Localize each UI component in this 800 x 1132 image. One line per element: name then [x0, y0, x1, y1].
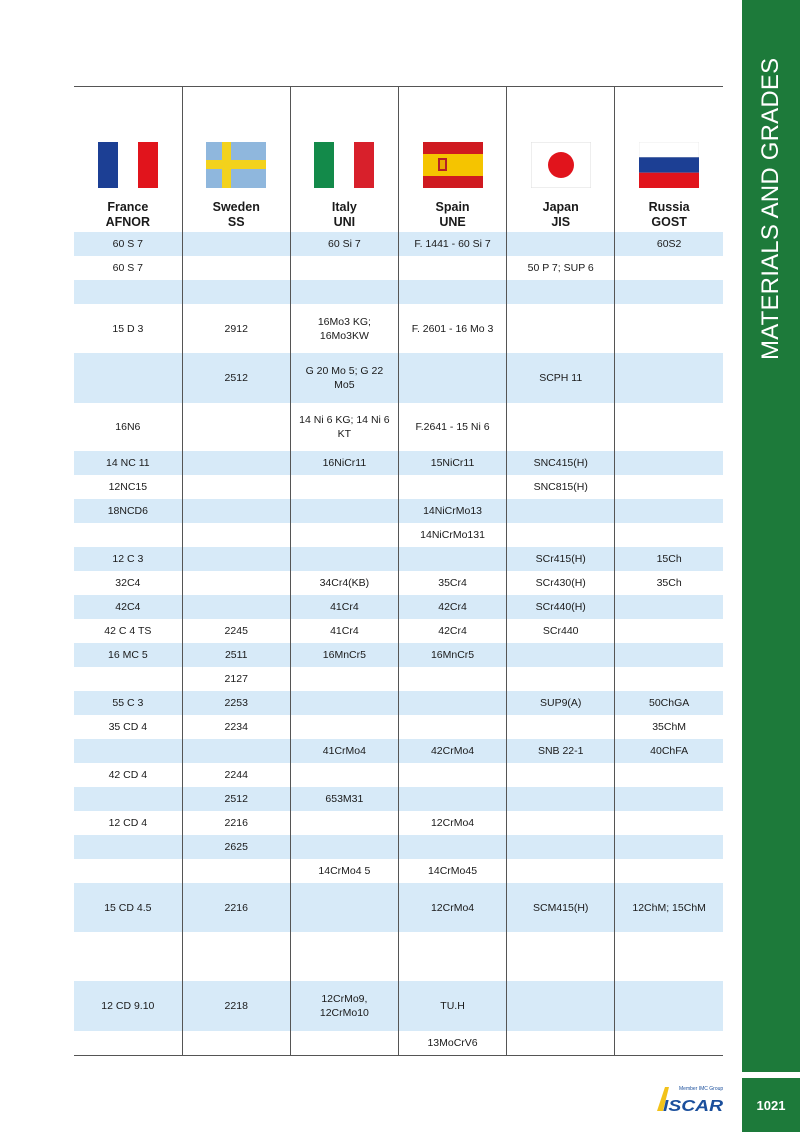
- table-cell: 2512: [182, 787, 290, 811]
- table-cell: [507, 304, 615, 353]
- iscar-logo: [655, 1083, 727, 1115]
- country-name: Russia: [648, 200, 690, 214]
- table-cell: [182, 1031, 290, 1055]
- table-row: [74, 763, 723, 787]
- table-cell: [398, 932, 506, 981]
- table-cell: [290, 883, 398, 932]
- table-cell: 2245: [182, 619, 290, 643]
- table-cell: 653M31: [290, 787, 398, 811]
- grades-table-body: [74, 232, 723, 1055]
- table-row: [74, 571, 723, 595]
- sidebar-title: [742, 0, 800, 400]
- table-cell: 15NiCr11: [398, 451, 506, 475]
- table-cell: 35Cr4: [398, 571, 506, 595]
- table-row: [74, 256, 723, 280]
- table-cell: 16Mo3 KG; 16Mo3KW: [290, 304, 398, 353]
- table-cell: SNC815(H): [507, 475, 615, 499]
- table-cell: [74, 353, 182, 403]
- header-row: [74, 87, 723, 233]
- table-cell: 15 D 3: [74, 304, 182, 353]
- table-cell: [507, 981, 615, 1031]
- standard-name: SS: [227, 215, 245, 229]
- table-cell: [507, 280, 615, 304]
- table-cell: [615, 981, 723, 1031]
- table-cell: [182, 859, 290, 883]
- table-cell: [507, 1031, 615, 1055]
- sweden-flag-icon: [206, 142, 266, 188]
- table-row: [74, 619, 723, 643]
- table-cell: [615, 619, 723, 643]
- table-row: [74, 353, 723, 403]
- table-cell: [290, 932, 398, 981]
- table-cell: 14NiCrMo13: [398, 499, 506, 523]
- table-cell: 12 CD 4: [74, 811, 182, 835]
- table-cell: 35 CD 4: [74, 715, 182, 739]
- table-cell: [615, 451, 723, 475]
- table-cell: 40ChFA: [615, 739, 723, 763]
- table-cell: [398, 547, 506, 571]
- table-cell: [290, 280, 398, 304]
- table-cell: SCr430(H): [507, 571, 615, 595]
- table-cell: 12NC15: [74, 475, 182, 499]
- table-cell: SCr440: [507, 619, 615, 643]
- table-cell: [398, 691, 506, 715]
- table-cell: [615, 475, 723, 499]
- table-cell: [182, 739, 290, 763]
- table-cell: 2512: [182, 353, 290, 403]
- table-cell: 16NiCr11: [290, 451, 398, 475]
- column-header-italy: [290, 87, 398, 233]
- table-cell: [182, 499, 290, 523]
- table-cell: SCr415(H): [507, 547, 615, 571]
- table-cell: 12CrMo4: [398, 811, 506, 835]
- table-row: [74, 499, 723, 523]
- page-number: [742, 1078, 800, 1132]
- table-cell: 12 C 3: [74, 547, 182, 571]
- table-cell: [507, 859, 615, 883]
- country-name: Sweden: [212, 200, 260, 214]
- table-cell: [290, 715, 398, 739]
- table-cell: 41Cr4: [290, 619, 398, 643]
- table-row: [74, 595, 723, 619]
- page-number-text: 1021: [756, 1097, 786, 1113]
- table-cell: 15 CD 4.5: [74, 883, 182, 932]
- table-cell: 32C4: [74, 571, 182, 595]
- table-row: [74, 739, 723, 763]
- table-cell: [507, 932, 615, 981]
- table-cell: [507, 763, 615, 787]
- table-cell: [290, 835, 398, 859]
- table-cell: [615, 787, 723, 811]
- table-cell: [290, 667, 398, 691]
- table-cell: [290, 1031, 398, 1055]
- table-row: [74, 883, 723, 932]
- table-cell: 35ChM: [615, 715, 723, 739]
- table-cell: 12CrMo9, 12CrMo10: [290, 981, 398, 1031]
- column-header-russia: [615, 87, 723, 233]
- table-row: [74, 835, 723, 859]
- table-cell: SCr440(H): [507, 595, 615, 619]
- table-cell: [182, 475, 290, 499]
- table-cell: 50 P 7; SUP 6: [507, 256, 615, 280]
- table-cell: [182, 571, 290, 595]
- table-cell: 34Cr4(KB): [290, 571, 398, 595]
- table-row: [74, 304, 723, 353]
- country-name: Spain: [435, 200, 470, 214]
- table-cell: [507, 787, 615, 811]
- table-cell: [74, 523, 182, 547]
- table-cell: 41Cr4: [290, 595, 398, 619]
- table-cell: 35Ch: [615, 571, 723, 595]
- table-cell: [615, 595, 723, 619]
- table-row: [74, 547, 723, 571]
- table-row: [74, 667, 723, 691]
- sidebar-title-text: MATERIALS AND GRADES: [757, 57, 784, 360]
- table-row: [74, 232, 723, 256]
- standard-name: UNE: [439, 215, 466, 229]
- table-row: [74, 811, 723, 835]
- table-cell: 12ChM; 15ChM: [615, 883, 723, 932]
- table-cell: [398, 475, 506, 499]
- table-cell: [615, 499, 723, 523]
- table-cell: 42 C 4 TS: [74, 619, 182, 643]
- table-cell: [290, 499, 398, 523]
- table-cell: [615, 811, 723, 835]
- france-flag-icon: [98, 142, 158, 188]
- japan-flag-icon: [531, 142, 591, 188]
- table-cell: 16MnCr5: [398, 643, 506, 667]
- grades-table: [74, 86, 723, 1056]
- table-cell: [74, 1031, 182, 1055]
- table-cell: [507, 643, 615, 667]
- table-cell: [615, 256, 723, 280]
- table-row: [74, 403, 723, 451]
- table-cell: 13MoCrV6: [398, 1031, 506, 1055]
- table-row: [74, 523, 723, 547]
- table-cell: SUP9(A): [507, 691, 615, 715]
- country-name: France: [107, 200, 149, 214]
- table-cell: 16N6: [74, 403, 182, 451]
- table-cell: [290, 691, 398, 715]
- table-row: [74, 475, 723, 499]
- table-cell: [507, 499, 615, 523]
- table-cell: 2625: [182, 835, 290, 859]
- table-cell: [398, 835, 506, 859]
- table-cell: [74, 280, 182, 304]
- table-row: [74, 643, 723, 667]
- column-header-sweden: [182, 87, 290, 233]
- column-header-japan: [507, 87, 615, 233]
- table-cell: 42C4: [74, 595, 182, 619]
- logo-brand: ISCAR: [663, 1098, 724, 1115]
- table-cell: [74, 787, 182, 811]
- table-cell: [74, 667, 182, 691]
- table-cell: [615, 280, 723, 304]
- table-cell: 2253: [182, 691, 290, 715]
- table-cell: [182, 547, 290, 571]
- table-cell: [507, 232, 615, 256]
- table-cell: [290, 763, 398, 787]
- table-cell: 55 C 3: [74, 691, 182, 715]
- table-cell: [615, 859, 723, 883]
- table-cell: F.2641 - 15 Ni 6: [398, 403, 506, 451]
- column-header-france: [74, 87, 182, 233]
- table-cell: 2912: [182, 304, 290, 353]
- table-cell: [182, 232, 290, 256]
- table-cell: [182, 256, 290, 280]
- table-cell: SNC415(H): [507, 451, 615, 475]
- table-cell: SCPH 11: [507, 353, 615, 403]
- table-cell: [74, 835, 182, 859]
- table-cell: [398, 667, 506, 691]
- table-cell: 2244: [182, 763, 290, 787]
- table-cell: 2216: [182, 811, 290, 835]
- table-cell: 14NiCrMo131: [398, 523, 506, 547]
- standard-name: JIS: [551, 215, 571, 229]
- table-cell: [182, 280, 290, 304]
- table-cell: G 20 Mo 5; G 22 Mo5: [290, 353, 398, 403]
- table-row: [74, 451, 723, 475]
- table-cell: TU.H: [398, 981, 506, 1031]
- table-cell: 2511: [182, 643, 290, 667]
- table-cell: [74, 859, 182, 883]
- table-cell: SCM415(H): [507, 883, 615, 932]
- table-cell: [507, 811, 615, 835]
- table-row: [74, 932, 723, 981]
- table-cell: [507, 715, 615, 739]
- table-cell: [398, 353, 506, 403]
- table-cell: [507, 523, 615, 547]
- table-cell: [615, 1031, 723, 1055]
- table-cell: [507, 835, 615, 859]
- table-cell: 42 CD 4: [74, 763, 182, 787]
- table-cell: SNB 22-1: [507, 739, 615, 763]
- table-cell: [182, 932, 290, 981]
- table-cell: [615, 403, 723, 451]
- table-cell: 16MnCr5: [290, 643, 398, 667]
- table-cell: [398, 763, 506, 787]
- russia-flag-icon: [639, 142, 699, 188]
- country-name: Italy: [331, 200, 357, 214]
- table-cell: 2234: [182, 715, 290, 739]
- table-cell: 60 S 7: [74, 232, 182, 256]
- table-cell: [182, 595, 290, 619]
- table-cell: [615, 835, 723, 859]
- table-cell: [398, 280, 506, 304]
- table-cell: 42Cr4: [398, 595, 506, 619]
- table-row: [74, 981, 723, 1031]
- table-cell: [398, 787, 506, 811]
- table-cell: [615, 643, 723, 667]
- table-cell: 15Ch: [615, 547, 723, 571]
- table-cell: [290, 547, 398, 571]
- table-cell: F. 1441 - 60 Si 7: [398, 232, 506, 256]
- table-cell: 14CrMo4 5: [290, 859, 398, 883]
- table-cell: [507, 667, 615, 691]
- table-cell: 18NCD6: [74, 499, 182, 523]
- table-cell: [74, 739, 182, 763]
- table-cell: [615, 353, 723, 403]
- table-cell: 2218: [182, 981, 290, 1031]
- table-cell: 60S2: [615, 232, 723, 256]
- table-row: [74, 691, 723, 715]
- table-cell: 42CrMo4: [398, 739, 506, 763]
- table-row: [74, 715, 723, 739]
- logo-tagline: Member IMC Group: [679, 1086, 724, 1092]
- table-cell: 60 Si 7: [290, 232, 398, 256]
- table-cell: [290, 811, 398, 835]
- country-name: Japan: [542, 200, 579, 214]
- table-cell: 12CrMo4: [398, 883, 506, 932]
- table-cell: [615, 667, 723, 691]
- table-cell: 60 S 7: [74, 256, 182, 280]
- column-header-spain: [398, 87, 506, 233]
- italy-flag-icon: [314, 142, 374, 188]
- table-row: [74, 787, 723, 811]
- table-cell: [290, 523, 398, 547]
- table-cell: [615, 304, 723, 353]
- table-cell: [398, 715, 506, 739]
- table-cell: 14CrMo45: [398, 859, 506, 883]
- table-cell: 12 CD 9.10: [74, 981, 182, 1031]
- table-row: [74, 280, 723, 304]
- table-cell: [507, 403, 615, 451]
- standard-name: GOST: [651, 215, 687, 229]
- table-cell: 50ChGA: [615, 691, 723, 715]
- table-cell: [290, 256, 398, 280]
- table-cell: 2127: [182, 667, 290, 691]
- table-cell: [398, 256, 506, 280]
- table-cell: [182, 403, 290, 451]
- standard-name: AFNOR: [105, 215, 151, 229]
- table-cell: [290, 475, 398, 499]
- table-row: [74, 1031, 723, 1055]
- table-cell: 14 NC 11: [74, 451, 182, 475]
- table-cell: 41CrMo4: [290, 739, 398, 763]
- table-cell: [74, 932, 182, 981]
- table-cell: [615, 932, 723, 981]
- table-cell: [182, 451, 290, 475]
- spain-flag-icon: [423, 142, 483, 188]
- table-cell: [615, 523, 723, 547]
- table-cell: 2216: [182, 883, 290, 932]
- table-cell: 16 MC 5: [74, 643, 182, 667]
- table-cell: [615, 763, 723, 787]
- table-cell: F. 2601 - 16 Mo 3: [398, 304, 506, 353]
- table-cell: [182, 523, 290, 547]
- standard-name: UNI: [333, 215, 356, 229]
- table-cell: 42Cr4: [398, 619, 506, 643]
- table-row: [74, 859, 723, 883]
- table-cell: 14 Ni 6 KG; 14 Ni 6 KT: [290, 403, 398, 451]
